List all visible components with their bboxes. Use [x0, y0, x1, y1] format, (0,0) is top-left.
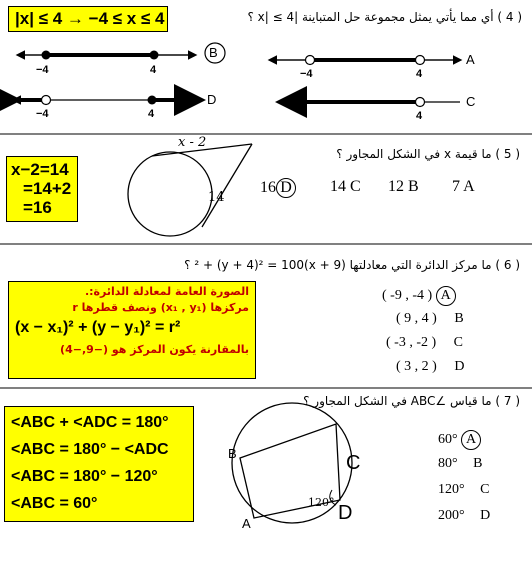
q6-option-d[interactable] [396, 359, 464, 375]
q7-option-b[interactable] [438, 456, 482, 472]
q5-option-c[interactable] [330, 178, 361, 196]
q6-option-c-letter: C [453, 335, 463, 350]
q7-solution-line-1: <ABC + <ADC = 180° [11, 414, 169, 431]
q6-option-a-value: ( -9 , -4 ) [382, 288, 433, 303]
q5-figure [128, 144, 252, 236]
q5-question: ( 5 ) ما قيمة x في الشكل المجاور ؟ [336, 147, 520, 161]
q5-solution [6, 156, 78, 222]
q5-secant-label: 14 [208, 190, 225, 205]
q4-numberline-c [280, 98, 460, 107]
q6-option-a[interactable] [382, 286, 456, 306]
q4-b-letter[interactable]: B [209, 45, 218, 60]
q4-numberline-d [14, 96, 198, 105]
q6-option-c[interactable] [386, 335, 463, 351]
q5-solution-line-3: =16 [23, 198, 52, 217]
q7-solution-line-2: <ABC = 180° − <ADC [11, 441, 169, 458]
q5-option-b-letter: B [408, 178, 419, 195]
q4-a-right-tick: 4 [416, 68, 423, 80]
q4-d-right-tick: 4 [148, 108, 155, 120]
q7-label-b: B [228, 446, 237, 461]
q7-label-c: C [346, 452, 361, 474]
q5-option-a[interactable] [452, 178, 475, 196]
q6-solution-line-1: الصورة العامة لمعادلة الدائرة:. [84, 285, 249, 298]
q5-option-b-value: 12 [388, 178, 404, 195]
q7-option-d[interactable] [438, 508, 490, 524]
q7-option-c-value: 120° [438, 482, 465, 497]
q7-option-b-value: 80° [438, 456, 458, 471]
q4-d-left-tick: −4 [36, 108, 49, 120]
q5-option-b[interactable] [388, 178, 419, 196]
q7-angle-label: 120° [308, 496, 335, 509]
q6-solution-line-4: بالمقارنة يكون المركز هو (−9,−4) [60, 343, 249, 356]
q7-option-d-value: 200° [438, 508, 465, 523]
q6-option-b[interactable] [396, 311, 464, 327]
q7-option-c-letter: C [480, 482, 490, 497]
q7-solution-line-3: <ABC = 180° − 120° [11, 468, 158, 485]
q7-option-a[interactable] [438, 430, 481, 450]
q4-question: ( 4 ) أي مما يأتي يمثل مجموعة حل المتباينة |x| ≤ 4 ؟ [247, 10, 522, 24]
q4-a-letter[interactable]: A [466, 52, 475, 67]
q6-option-b-value: ( 9 , 4 ) [396, 311, 437, 326]
q4-numberline-a [270, 56, 460, 65]
q5-option-d-value: 16 [260, 179, 276, 196]
q7-option-c[interactable] [438, 482, 489, 498]
q4-b-left-tick: −4 [36, 64, 49, 76]
q7-solution-line-4: <ABC = 60° [11, 495, 98, 512]
q4-note: |x| ≤ 4 → −4 ≤ x ≤ 4 [8, 6, 168, 32]
q4-c-letter[interactable]: C [466, 94, 476, 109]
q6-option-c-value: ( -3 , -2 ) [386, 335, 437, 350]
q5-solution-line-1: x−2=14 [11, 160, 69, 179]
q5-option-a-letter: A [463, 178, 475, 195]
q5-option-c-letter: C [350, 178, 361, 195]
q6-option-a-letter: A [436, 286, 456, 306]
q6-formula: (x − x₁)² + (y − y₁)² = r² [15, 319, 181, 336]
q4-a-left-tick: −4 [300, 68, 313, 80]
q7-option-d-letter: D [480, 508, 491, 523]
q5-option-a-value: 7 [452, 178, 460, 195]
q4-d-letter[interactable]: D [207, 92, 217, 107]
q7-solution [4, 406, 194, 522]
q6-option-b-letter: B [454, 311, 464, 326]
q5-tangent-label: x - 2 [178, 135, 207, 150]
q7-label-a: A [242, 516, 251, 531]
q6-solution-line-2: مركزها (x₁ , y₁) ونصف قطرها r [72, 301, 249, 314]
q6-solution [8, 281, 256, 379]
q6-option-d-letter: D [454, 359, 465, 374]
q6-option-d-value: ( 3 , 2 ) [396, 359, 437, 374]
q4-b-right-tick: 4 [150, 64, 157, 76]
q7-option-a-value: 60° [438, 432, 458, 447]
q5-option-c-value: 14 [330, 178, 346, 195]
q5-option-d[interactable] [260, 178, 296, 198]
q7-label-d: D [338, 502, 353, 524]
q7-question: ( 7 ) ما قياس ∠ABC في الشكل المجاور ؟ [303, 394, 520, 408]
q5-option-d-letter: D [276, 178, 296, 198]
q7-option-a-letter: A [461, 430, 481, 450]
q6-question: ( 6 ) ما مركز الدائرة التي معادلتها (x + 9)² + (y + 4)² = 100 ؟ [184, 258, 520, 272]
q7-option-b-letter: B [473, 456, 483, 471]
q5-solution-line-2: =14+2 [23, 179, 72, 198]
q4-numberline-b [18, 51, 195, 60]
q4-c-right-tick: 4 [416, 110, 423, 122]
